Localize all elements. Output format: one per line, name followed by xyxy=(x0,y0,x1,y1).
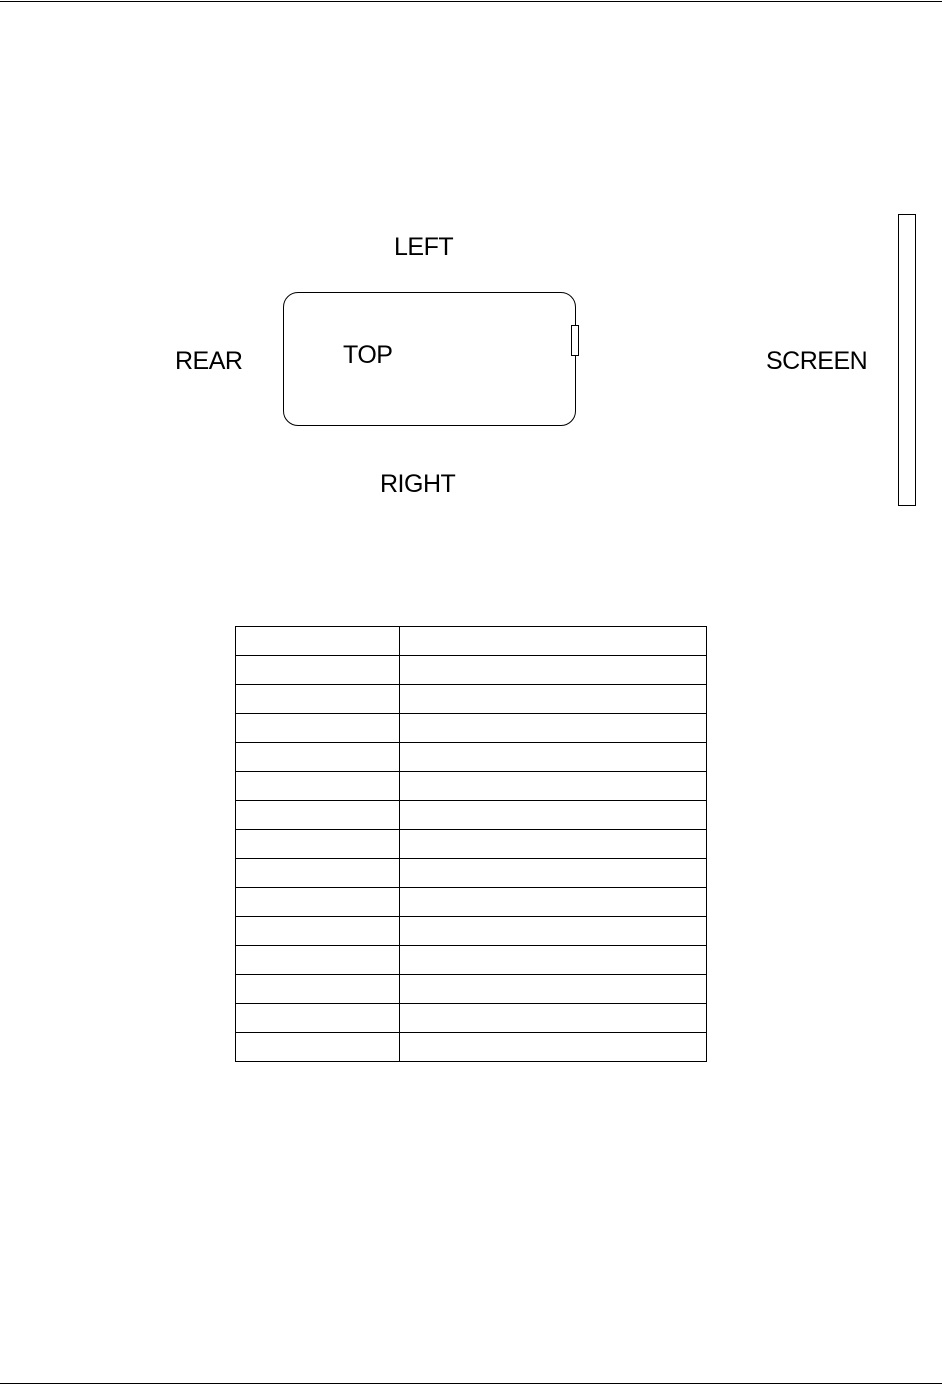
table-cell xyxy=(236,917,400,946)
projector-lens xyxy=(571,325,579,356)
top-label: TOP xyxy=(343,341,393,369)
table-row xyxy=(236,714,707,743)
table-row xyxy=(236,627,707,656)
right-label: RIGHT xyxy=(380,470,456,498)
table-row xyxy=(236,801,707,830)
table-row xyxy=(236,917,707,946)
table-cell xyxy=(400,801,707,830)
table-row xyxy=(236,859,707,888)
table-cell xyxy=(236,801,400,830)
table-row xyxy=(236,830,707,859)
table-cell xyxy=(236,714,400,743)
table-cell xyxy=(400,830,707,859)
blank-table xyxy=(235,626,707,1062)
table-cell xyxy=(236,888,400,917)
table-cell xyxy=(400,685,707,714)
table-cell xyxy=(400,714,707,743)
table-row xyxy=(236,946,707,975)
table-cell xyxy=(236,1033,400,1062)
table-cell xyxy=(400,743,707,772)
table-cell xyxy=(236,656,400,685)
rear-label: REAR xyxy=(175,347,243,375)
table-row xyxy=(236,888,707,917)
table-row xyxy=(236,772,707,801)
table-cell xyxy=(236,685,400,714)
table-cell xyxy=(400,1033,707,1062)
table-cell xyxy=(236,975,400,1004)
table-cell xyxy=(400,975,707,1004)
table-cell xyxy=(400,1004,707,1033)
table-cell xyxy=(400,946,707,975)
screen-outline xyxy=(898,214,916,506)
left-label: LEFT xyxy=(394,233,454,261)
table-row xyxy=(236,685,707,714)
table-row xyxy=(236,656,707,685)
table-cell xyxy=(400,627,707,656)
table-row xyxy=(236,1033,707,1062)
table-cell xyxy=(236,946,400,975)
table-cell xyxy=(236,772,400,801)
footer-rule xyxy=(0,1383,942,1384)
table-cell xyxy=(236,743,400,772)
table-cell xyxy=(400,888,707,917)
table-cell xyxy=(400,656,707,685)
table-row xyxy=(236,975,707,1004)
projector-outline xyxy=(283,292,576,426)
table-cell xyxy=(236,859,400,888)
table-cell xyxy=(400,859,707,888)
table-cell xyxy=(236,830,400,859)
table-cell xyxy=(236,627,400,656)
table-cell xyxy=(400,917,707,946)
screen-label: SCREEN xyxy=(766,347,868,375)
table-cell xyxy=(400,772,707,801)
table-row xyxy=(236,1004,707,1033)
header-rule xyxy=(0,1,942,2)
table-cell xyxy=(236,1004,400,1033)
table-row xyxy=(236,743,707,772)
